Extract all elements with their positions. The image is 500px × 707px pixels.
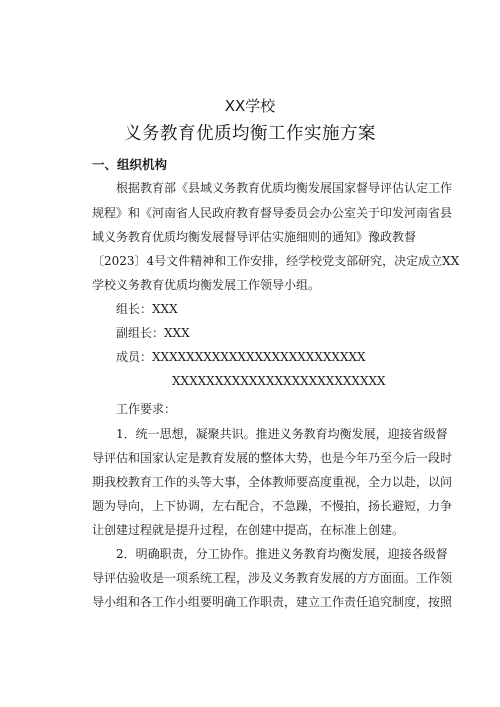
document-title: 义务教育优质均衡工作实施方案 xyxy=(124,124,376,144)
section-heading-organization: 一、组织机构 xyxy=(92,157,168,172)
paragraph-line: 1．统一思想，凝聚共识。推进义务教育均衡发展，迎接省级督 xyxy=(116,427,448,441)
paragraph-line: 域义务教育优质均衡发展督导评估实施细则的通知》豫政教督 xyxy=(92,230,417,244)
paragraph-line: 导评估验收是一项系统工程，涉及义务教育发展的方方面面。工作领 xyxy=(92,571,453,585)
paragraph-line: 导评估和国家认定是教育发展的整体大势，也是今年乃至今后一段时 xyxy=(92,451,453,465)
paragraph-line: 导小组和各工作小组要明确工作职责，建立工作责任追究制度，按照 xyxy=(92,595,453,609)
members-line: 成员：XXXXXXXXXXXXXXXXXXXXXXXXX xyxy=(116,350,366,364)
paragraph-line: 规程》和《河南省人民政府教育督导委员会办公室关于印发河南省县 xyxy=(92,206,453,220)
school-name: XX学校 xyxy=(224,97,276,115)
paragraph-line: 期我校教育工作的头等大事，全体教师要高度重视，全力以赴，以问 xyxy=(92,475,453,489)
paragraph-line: 学校义务教育优质均衡发展工作领导小组。 xyxy=(92,278,321,292)
deputy-leader-line: 副组长：XXX xyxy=(116,326,190,340)
paragraph-line: 〔2023〕4号文件精神和工作安排，经学校党支部研究，决定成立XX xyxy=(92,254,460,268)
paragraph-line: 让创建过程就是提升过程，在创建中提高，在标准上创建。 xyxy=(92,523,405,537)
group-leader-line: 组长：XXX xyxy=(116,302,178,316)
work-requirements-label: 工作要求： xyxy=(116,402,177,416)
paragraph-line: 根据教育部《县域义务教育优质均衡发展国家督导评估认定工作 xyxy=(116,181,453,195)
members-line-continued: XXXXXXXXXXXXXXXXXXXXXXXXX xyxy=(172,374,386,388)
paragraph-line: 题为导向，上下协调，左右配合，不急躁，不慢拍，扬长避短，力争 xyxy=(92,499,453,513)
paragraph-line: 2．明确职责，分工协作。推进义务教育均衡发展，迎接各级督 xyxy=(116,547,448,561)
